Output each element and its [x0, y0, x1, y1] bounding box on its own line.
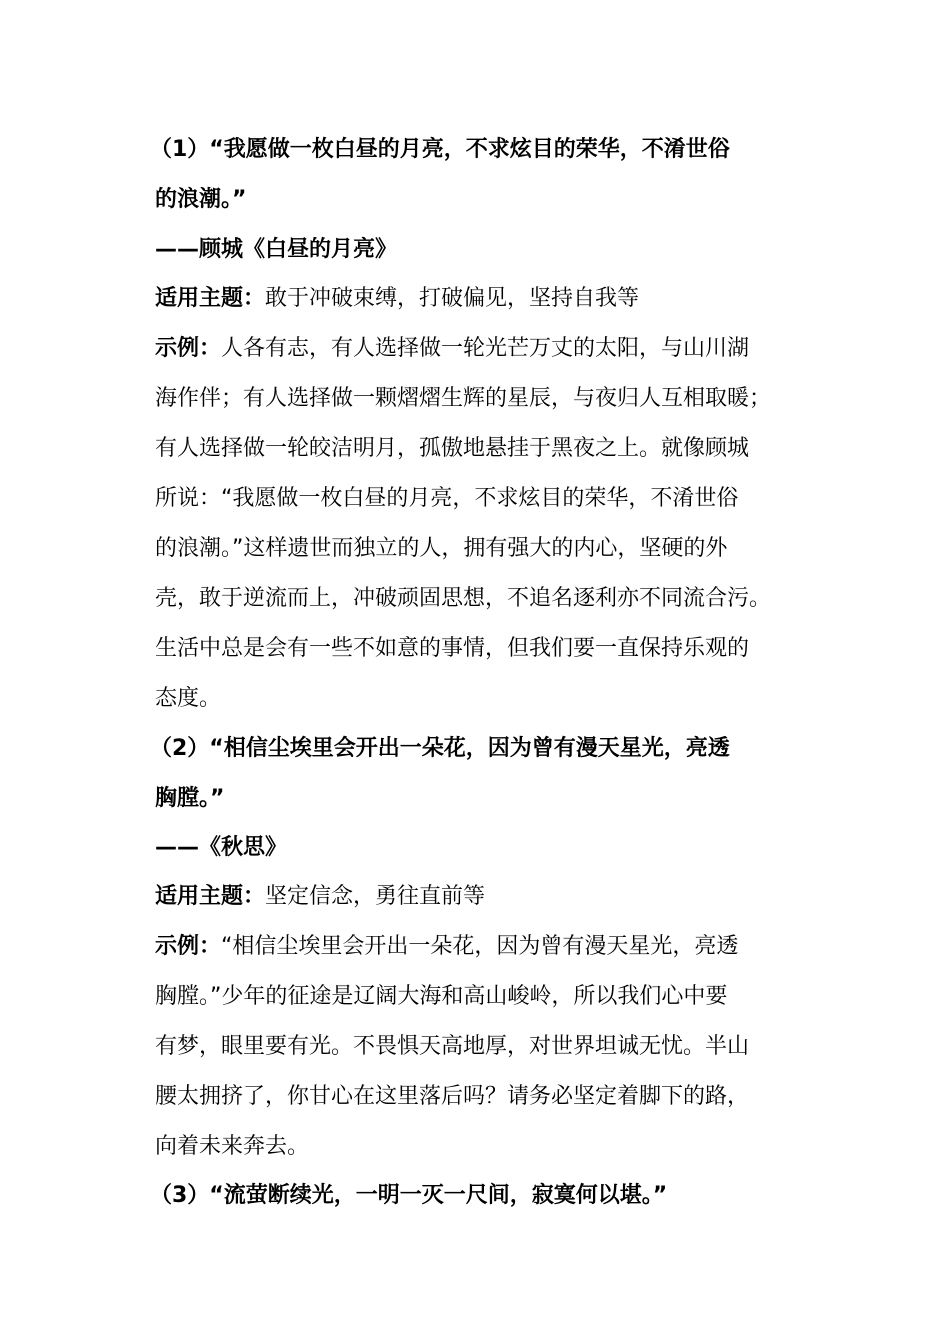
example-1-line-8: [155, 679, 815, 719]
quote-2-source-text: ——《秋思》: [155, 835, 288, 860]
quote-1-line-2: [155, 180, 815, 220]
example-1-text-1: 人各有志，有人选择做一轮光芒万丈的太阳，与山川湖: [221, 336, 750, 361]
theme-1-text: 敢于冲破束缚，打破偏见，坚持自我等: [265, 286, 640, 311]
quote-1-text-b: 的浪潮。”: [155, 187, 247, 212]
example-1-text-3: 有人选择做一轮皎洁明月，孤傲地悬挂于黑夜之上。就像顾城: [155, 436, 750, 461]
example-1-line-6: [155, 579, 815, 619]
quote-3-text-a: （3）“流萤断续光，一明一灭一尺间，寂寞何以堪。”: [150, 1183, 668, 1208]
example-2-text-5: 向着未来奔去。: [155, 1134, 310, 1159]
example-1-line-1: [155, 329, 815, 369]
quote-3-line-1: [150, 1176, 810, 1216]
quote-1-source-text: ——顾城《白昼的月亮》: [155, 237, 398, 262]
example-1-label: 示例：: [155, 336, 222, 361]
quote-2-source: [155, 828, 815, 868]
example-2-line-2: [155, 977, 815, 1017]
example-2-line-5: [155, 1127, 815, 1167]
example-2-line-4: [155, 1077, 815, 1117]
example-1-line-5: [155, 529, 815, 569]
example-2-line-3: [155, 1027, 815, 1067]
theme-2-text: 坚定信念，勇往直前等: [265, 884, 486, 909]
quote-2-text-a: （2）“相信尘埃里会开出一朵花，因为曾有漫天星光，亮透: [150, 736, 730, 761]
example-2-line-1: [155, 927, 815, 967]
quote-1-source: [155, 230, 815, 270]
example-1-text-4: 所说：“我愿做一枚白昼的月亮，不求炫目的荣华，不淆世俗: [155, 486, 739, 511]
example-1-text-2: 海作伴；有人选择做一颗熠熠生辉的星辰，与夜归人互相取暖；: [155, 386, 772, 411]
example-1-line-2: [155, 379, 815, 419]
example-1-line-3: [155, 429, 815, 469]
example-2-text-2: 胸膛。”少年的征途是辽阔大海和高山峻岭，所以我们心中要: [155, 984, 728, 1009]
quote-1-line-1: [150, 130, 810, 170]
example-2-label: 示例：: [155, 934, 222, 959]
quote-2-line-2: [155, 779, 815, 819]
example-1-text-8: 态度。: [155, 686, 222, 711]
quote-2-text-b: 胸膛。”: [155, 786, 225, 811]
quote-1-text-a: （1）“我愿做一枚白昼的月亮，不求炫目的荣华，不淆世俗: [150, 137, 730, 162]
example-2-text-4: 腰太拥挤了，你甘心在这里落后吗？请务必坚定着脚下的路，: [155, 1084, 750, 1109]
example-2-text-1: “相信尘埃里会开出一朵花，因为曾有漫天星光，亮透: [221, 934, 739, 959]
example-1-text-7: 生活中总是会有一些不如意的事情，但我们要一直保持乐观的: [155, 636, 750, 661]
theme-1-label: 适用主题：: [155, 286, 266, 311]
theme-2: [155, 877, 815, 917]
theme-1: [155, 279, 815, 319]
example-1-line-4: [155, 479, 815, 519]
example-2-text-3: 有梦，眼里要有光。不畏惧天高地厚，对世界坦诚无忧。半山: [155, 1034, 750, 1059]
theme-2-label: 适用主题：: [155, 884, 266, 909]
quote-2-line-1: [150, 729, 810, 769]
example-1-text-6: 壳，敢于逆流而上，冲破顽固思想，不追名逐利亦不同流合污。: [155, 586, 772, 611]
example-1-text-5: 的浪潮。”这样遗世而独立的人，拥有强大的内心，坚硬的外: [155, 536, 728, 561]
example-1-line-7: [155, 629, 815, 669]
